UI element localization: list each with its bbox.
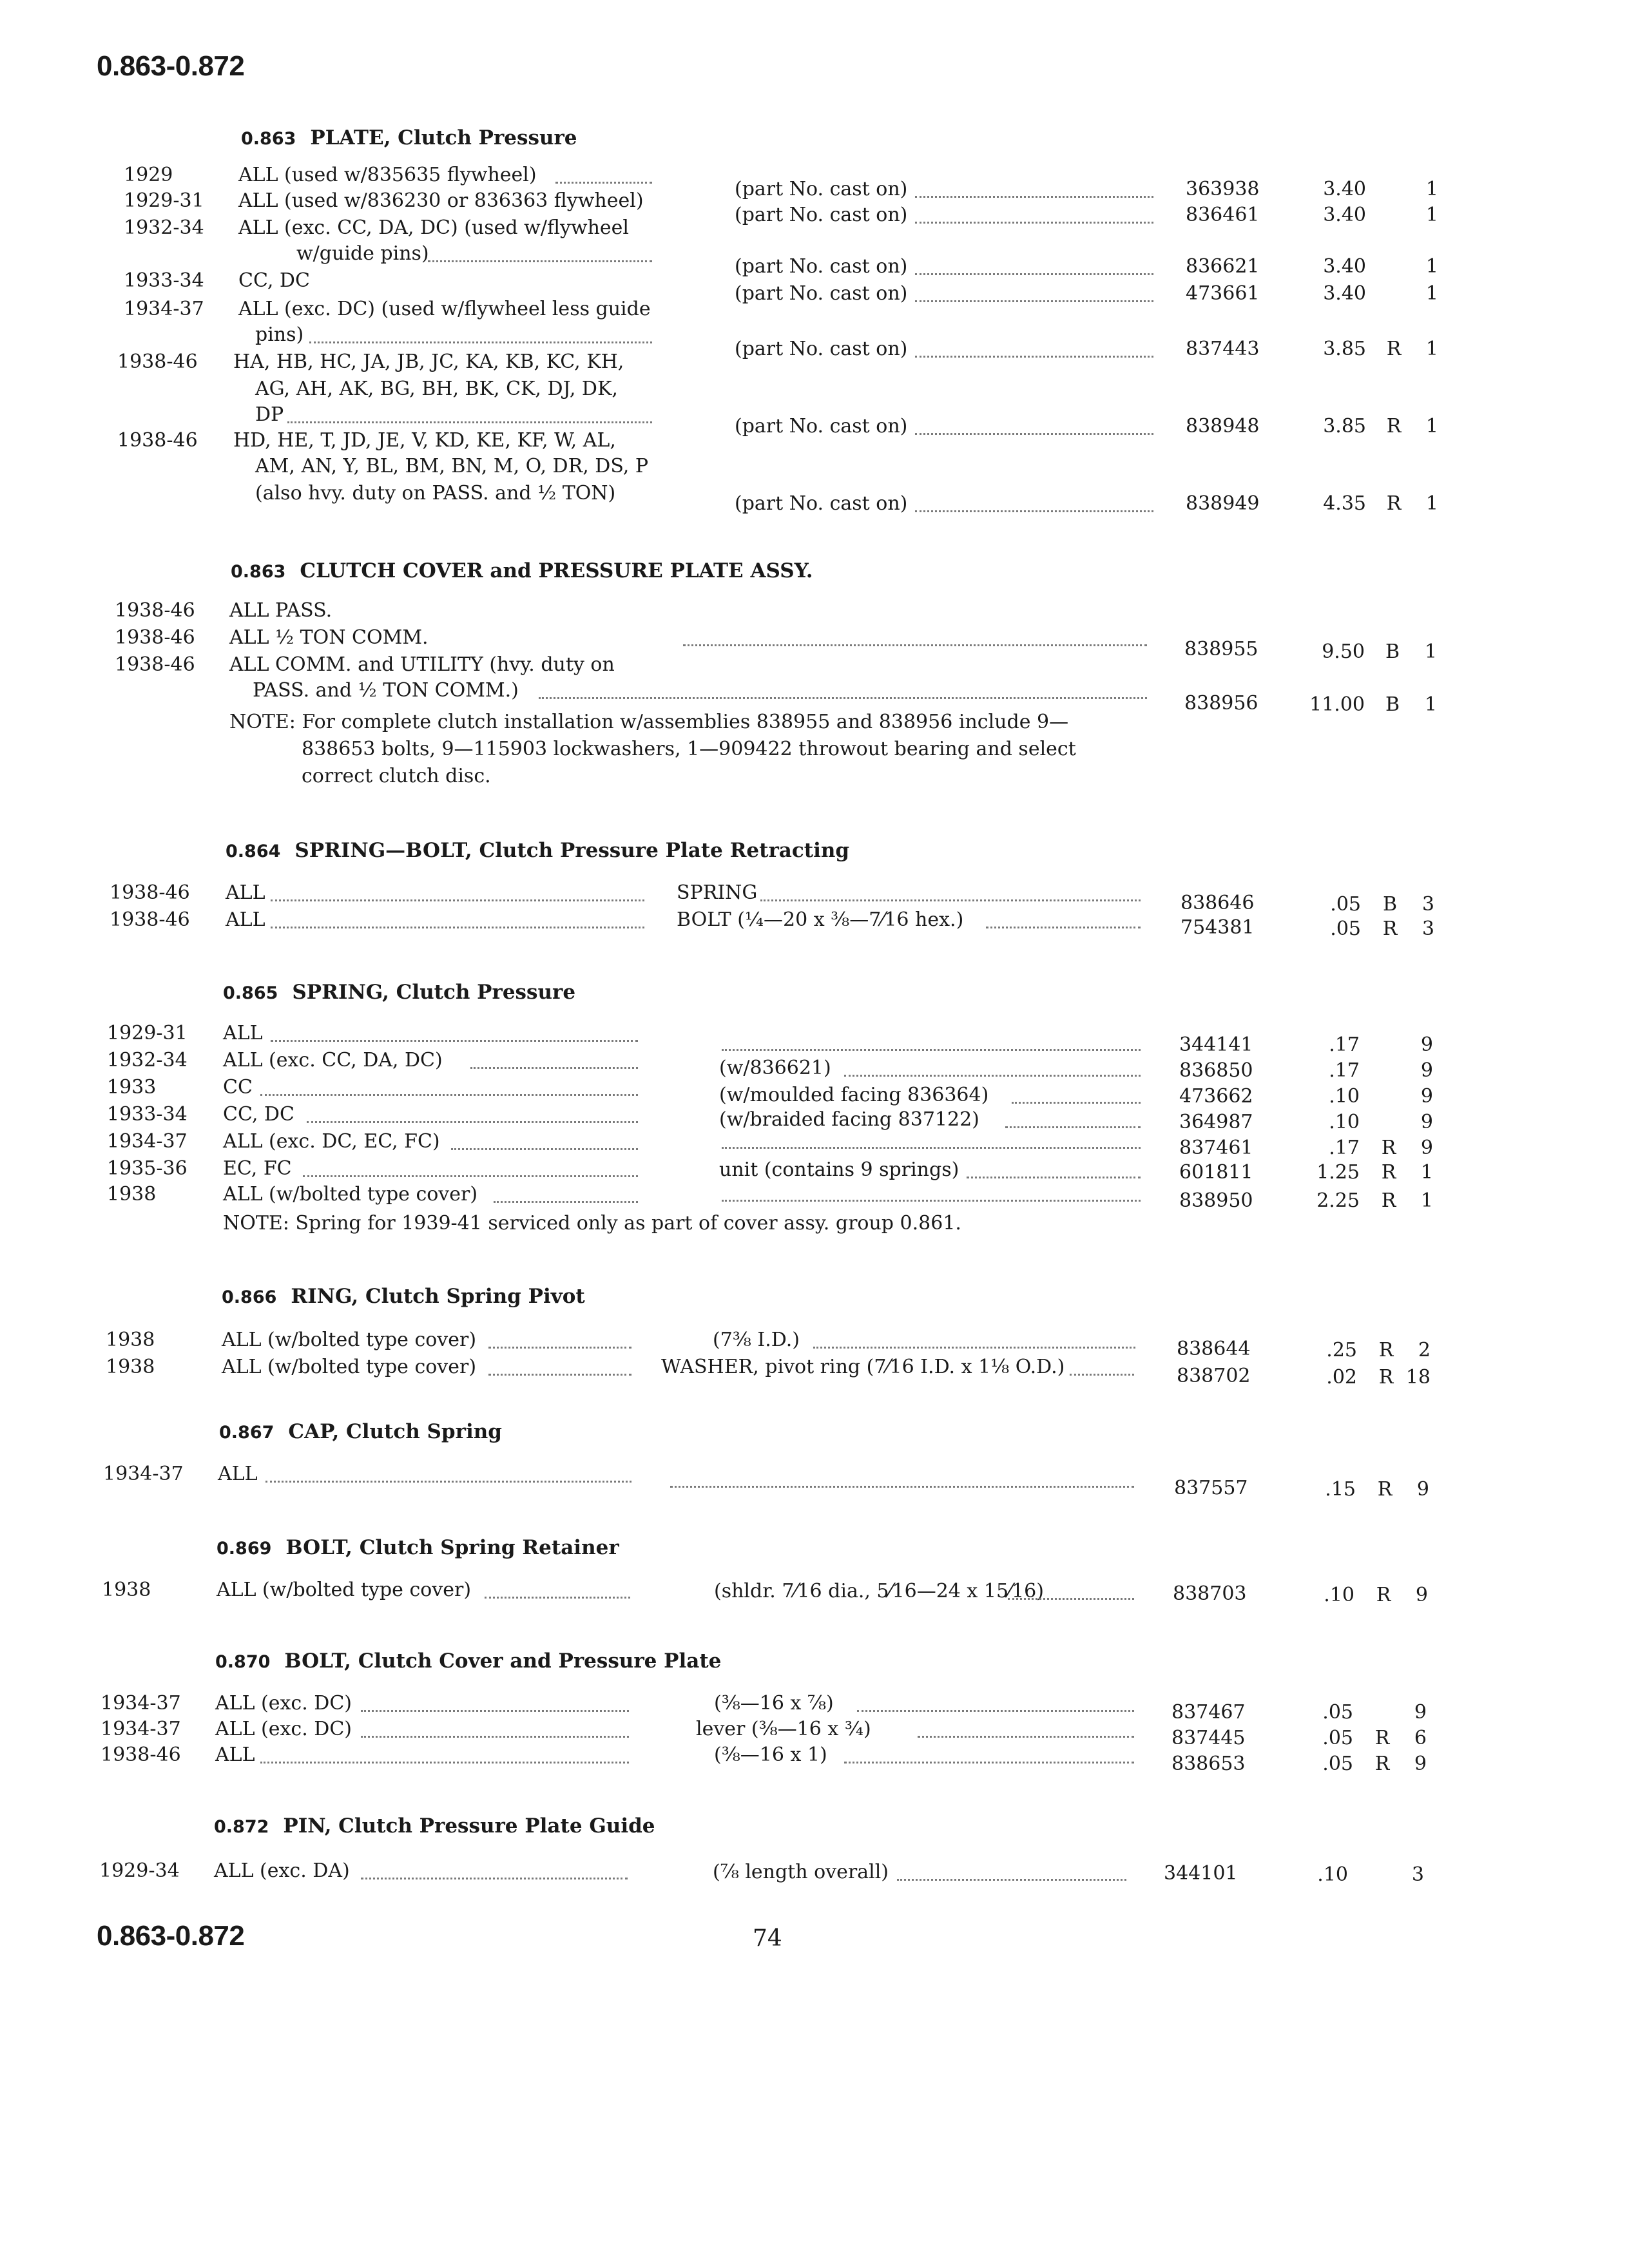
model-list: EC, FC — [223, 1157, 292, 1180]
leader-dots — [915, 196, 1153, 198]
section-number: 0.864 — [226, 841, 281, 861]
page-header-code: 0.863-0.872 — [97, 50, 245, 82]
quantity: 1 — [1420, 1161, 1433, 1184]
part-number: 836621 — [1186, 255, 1260, 278]
quantity: 9 — [1420, 1137, 1433, 1159]
note: NOTE: Spring for 1939-41 serviced only as part of cover assy. group 0.861. — [223, 1212, 961, 1235]
leader-dots — [897, 1879, 1126, 1881]
section-title-0869 — [217, 1536, 619, 1559]
quantity: 1 — [1425, 492, 1438, 515]
part-number: 363938 — [1186, 178, 1260, 200]
model-list-cont: DP — [255, 403, 284, 426]
model-list: ALL (w/bolted type cover) — [223, 1183, 478, 1206]
year-range: 1934-37 — [107, 1130, 188, 1153]
note-line: correct clutch disc. — [302, 765, 491, 787]
section-name: PLATE, Clutch Pressure — [310, 126, 577, 149]
model-list: ALL (w/bolted type cover) — [217, 1579, 472, 1601]
status-code: R — [1378, 1339, 1394, 1361]
status-code: B — [1385, 640, 1400, 663]
leader-dots — [494, 1201, 638, 1203]
price: .05 — [1322, 1727, 1353, 1749]
leader-dots — [307, 1121, 638, 1123]
part-number: 837557 — [1174, 1477, 1248, 1499]
year-range: 1938-46 — [110, 881, 190, 904]
note-line: NOTE: For complete clutch installation w/assemblies 838955 and 838956 include 9— — [229, 711, 1069, 733]
price: .17 — [1329, 1137, 1360, 1159]
model-list: ALL (w/bolted type cover) — [222, 1329, 477, 1351]
quantity: 1 — [1424, 693, 1437, 716]
leader-dots — [1005, 1126, 1141, 1128]
description: (part No. cast on) — [735, 178, 908, 200]
quantity: 9 — [1416, 1478, 1429, 1501]
price: .15 — [1325, 1478, 1356, 1501]
description: (w/moulded facing 836364) — [719, 1084, 989, 1106]
description: (part No. cast on) — [735, 415, 908, 437]
part-number: 838702 — [1177, 1365, 1251, 1387]
model-list: ALL (exc. DC) (used w/flywheel less guide — [238, 298, 651, 320]
year-range: 1934-37 — [101, 1692, 181, 1715]
quantity: 9 — [1414, 1701, 1427, 1724]
price: .05 — [1322, 1701, 1353, 1724]
year-range: 1929-31 — [107, 1022, 188, 1044]
price: .10 — [1317, 1863, 1348, 1886]
model-list: ALL (used w/835635 flywheel) — [238, 164, 537, 186]
part-number: 838653 — [1171, 1753, 1246, 1775]
section-number: 0.870 — [215, 1652, 271, 1672]
leader-dots — [915, 222, 1153, 224]
description: lever (⅜—16 x ¾) — [696, 1718, 871, 1740]
quantity: 1 — [1425, 255, 1438, 278]
page-footer-code: 0.863-0.872 — [97, 1920, 245, 1952]
leader-dots — [670, 1486, 1134, 1488]
leader-dots — [915, 273, 1153, 275]
year-range: 1938 — [107, 1183, 157, 1206]
status-code: B — [1385, 693, 1400, 716]
year-range: 1929 — [124, 164, 173, 186]
section-number: 0.863 — [231, 562, 286, 582]
year-range: 1938 — [106, 1329, 155, 1351]
section-number: 0.867 — [219, 1423, 275, 1443]
year-range: 1934-37 — [101, 1718, 181, 1740]
leader-dots — [361, 1710, 629, 1712]
section-title-0872 — [214, 1814, 655, 1838]
price: 3.40 — [1323, 282, 1366, 305]
model-list-cont: AG, AH, AK, BG, BH, BK, CK, DJ, DK, — [255, 378, 618, 400]
part-number: 838955 — [1184, 638, 1258, 660]
part-number: 837461 — [1179, 1137, 1253, 1159]
leader-dots — [722, 1147, 1141, 1149]
model-list: ALL — [226, 881, 265, 904]
year-range: 1932-34 — [107, 1049, 188, 1072]
section-name: BOLT, Clutch Spring Retainer — [285, 1536, 619, 1559]
model-list-cont: w/guide pins) — [296, 242, 429, 265]
model-list: ALL — [223, 1022, 263, 1044]
model-list: ALL — [226, 908, 265, 931]
quantity: 9 — [1420, 1059, 1433, 1082]
leader-dots — [287, 421, 652, 423]
leader-dots — [844, 1762, 1134, 1763]
section-number: 0.872 — [214, 1817, 269, 1837]
description: (part No. cast on) — [735, 338, 908, 360]
section-title-0867 — [219, 1420, 502, 1443]
section-number: 0.863 — [241, 129, 296, 149]
model-list: ALL ½ TON COMM. — [229, 626, 429, 649]
part-number: 838956 — [1184, 692, 1258, 715]
model-list: ALL — [215, 1744, 255, 1766]
quantity: 1 — [1425, 204, 1438, 226]
leader-dots — [918, 1736, 1134, 1738]
status-code: R — [1374, 1753, 1390, 1775]
model-list: CC, DC — [223, 1103, 294, 1126]
description: (7⅜ I.D.) — [713, 1329, 800, 1351]
quantity: 6 — [1414, 1727, 1427, 1749]
status-code: R — [1377, 1478, 1393, 1501]
year-range: 1932-34 — [124, 216, 204, 239]
description: (w/836621) — [719, 1057, 831, 1079]
part-number: 473662 — [1179, 1085, 1253, 1108]
status-code: B — [1382, 893, 1398, 916]
part-number: 364987 — [1179, 1111, 1253, 1133]
leader-dots — [915, 356, 1153, 358]
year-range: 1934-37 — [124, 298, 204, 320]
quantity: 1 — [1420, 1189, 1433, 1212]
leader-dots — [539, 697, 1147, 699]
price: 1.25 — [1316, 1161, 1360, 1184]
section-title-0865 — [223, 981, 575, 1004]
description: (shldr. 7⁄16 dia., 5⁄16—24 x 15⁄16) — [714, 1580, 1044, 1602]
price: 4.35 — [1323, 492, 1366, 515]
leader-dots — [303, 1175, 638, 1177]
leader-dots — [271, 899, 644, 901]
quantity: 1 — [1425, 282, 1438, 305]
leader-dots — [722, 1049, 1141, 1051]
part-number: 837443 — [1186, 338, 1260, 360]
year-range: 1933-34 — [124, 269, 204, 292]
model-list-cont: (also hvy. duty on PASS. and ½ TON) — [255, 482, 616, 505]
price: .05 — [1330, 918, 1361, 940]
year-range: 1938 — [106, 1356, 155, 1378]
section-name: CAP, Clutch Spring — [288, 1420, 502, 1443]
quantity: 18 — [1405, 1366, 1431, 1389]
quantity: 9 — [1420, 1085, 1433, 1108]
status-code: R — [1386, 338, 1402, 360]
model-list: ALL (exc. CC, DA, DC) (used w/flywheel — [238, 216, 630, 239]
leader-dots — [428, 260, 652, 262]
leader-dots — [555, 182, 652, 184]
quantity: 3 — [1422, 893, 1434, 916]
leader-dots — [760, 899, 1141, 901]
leader-dots — [488, 1347, 631, 1349]
quantity: 1 — [1425, 415, 1438, 437]
model-list: ALL (exc. DC) — [215, 1718, 352, 1740]
price: .02 — [1326, 1366, 1357, 1389]
leader-dots — [488, 1374, 631, 1376]
section-number: 0.869 — [217, 1539, 272, 1559]
model-list: ALL — [218, 1463, 258, 1485]
leader-dots — [915, 433, 1153, 435]
year-range: 1933-34 — [107, 1103, 188, 1126]
description: (part No. cast on) — [735, 204, 908, 226]
description: SPRING — [677, 881, 758, 904]
part-number: 838949 — [1186, 492, 1260, 515]
section-name: PIN, Clutch Pressure Plate Guide — [283, 1814, 655, 1838]
part-number: 838950 — [1179, 1189, 1253, 1212]
quantity: 9 — [1420, 1111, 1433, 1133]
status-code: R — [1376, 1584, 1391, 1606]
note — [229, 709, 1076, 790]
leader-dots — [271, 927, 644, 928]
leader-dots — [915, 300, 1153, 302]
leader-dots — [683, 644, 1147, 646]
section-name: SPRING—BOLT, Clutch Pressure Plate Retracting — [294, 839, 850, 862]
part-number: 836850 — [1179, 1059, 1253, 1082]
part-number: 838948 — [1186, 415, 1260, 437]
year-range: 1933 — [107, 1076, 157, 1099]
leader-dots — [915, 510, 1153, 512]
leader-dots — [485, 1597, 630, 1599]
leader-dots — [813, 1347, 1135, 1349]
price: 3.40 — [1323, 178, 1366, 200]
leader-dots — [1070, 1374, 1134, 1376]
page-number: 74 — [753, 1925, 782, 1952]
description: (part No. cast on) — [735, 255, 908, 278]
part-number: 473661 — [1186, 282, 1260, 305]
description: (⅜—16 x ⅞) — [714, 1692, 834, 1715]
section-name: RING, Clutch Spring Pivot — [291, 1285, 585, 1308]
quantity: 1 — [1425, 338, 1438, 360]
section-title-0864 — [226, 839, 849, 862]
quantity: 9 — [1420, 1033, 1433, 1056]
leader-dots — [361, 1736, 629, 1738]
leader-dots — [1012, 1102, 1141, 1104]
price: .10 — [1329, 1085, 1360, 1108]
price: .10 — [1324, 1584, 1354, 1606]
year-range: 1938-46 — [115, 626, 195, 649]
model-list: ALL (exc. CC, DA, DC) — [223, 1049, 443, 1072]
section-name: SPRING, Clutch Pressure — [292, 981, 576, 1004]
price: .10 — [1329, 1111, 1360, 1133]
status-code: R — [1374, 1727, 1390, 1749]
model-list: ALL (exc. DC, EC, FC) — [223, 1130, 440, 1153]
leader-dots — [986, 927, 1141, 928]
model-list: ALL (w/bolted type cover) — [222, 1356, 477, 1378]
part-number: 754381 — [1181, 916, 1255, 939]
price: .05 — [1330, 893, 1361, 916]
description: WASHER, pivot ring (7⁄16 I.D. x 1⅛ O.D.) — [661, 1356, 1065, 1378]
model-list-cont: pins) — [255, 323, 304, 346]
quantity: 9 — [1414, 1753, 1427, 1775]
status-code: R — [1378, 1366, 1394, 1389]
status-code: R — [1381, 1189, 1396, 1212]
section-name: BOLT, Clutch Cover and Pressure Plate — [284, 1649, 722, 1673]
year-range: 1938-46 — [115, 599, 195, 622]
model-list: CC — [223, 1076, 253, 1099]
year-range: 1929-31 — [124, 189, 204, 212]
description: unit (contains 9 springs) — [719, 1158, 959, 1181]
part-number: 837467 — [1171, 1701, 1246, 1724]
quantity: 1 — [1424, 640, 1437, 663]
status-code: R — [1382, 918, 1398, 940]
leader-dots — [265, 1481, 631, 1483]
section-title-0863-plate — [241, 126, 577, 149]
price: 2.25 — [1316, 1189, 1360, 1212]
price: .05 — [1322, 1753, 1353, 1775]
quantity: 9 — [1415, 1584, 1428, 1606]
section-number: 0.865 — [223, 983, 278, 1003]
price: 3.85 — [1323, 338, 1366, 360]
model-list: HA, HB, HC, JA, JB, JC, KA, KB, KC, KH, — [233, 351, 624, 373]
leader-dots — [857, 1710, 1134, 1712]
leader-dots — [722, 1200, 1141, 1202]
year-range: 1938-46 — [117, 429, 198, 452]
note-line: 838653 bolts, 9—115903 lockwashers, 1—909422 throwout bearing and select — [302, 738, 1076, 760]
leader-dots — [451, 1148, 638, 1150]
year-range: 1938-46 — [117, 351, 198, 373]
part-number: 838703 — [1173, 1582, 1247, 1605]
model-list: ALL COMM. and UTILITY (hvy. duty on — [229, 653, 615, 676]
price: 3.40 — [1323, 255, 1366, 278]
price: .17 — [1329, 1059, 1360, 1082]
leader-dots — [309, 341, 652, 343]
description: BOLT (¼—20 x ⅜—7⁄16 hex.) — [677, 908, 964, 931]
quantity: 1 — [1425, 178, 1438, 200]
description: (part No. cast on) — [735, 492, 908, 515]
model-list: HD, HE, T, JD, JE, V, KD, KE, KF, W, AL, — [233, 429, 616, 452]
leader-dots — [1008, 1598, 1134, 1600]
leader-dots — [260, 1094, 638, 1096]
year-range: 1938-46 — [101, 1744, 181, 1766]
quantity: 2 — [1418, 1339, 1431, 1361]
model-list: ALL (exc. DC) — [215, 1692, 352, 1715]
part-number: 344101 — [1164, 1862, 1238, 1885]
model-list: ALL PASS. — [229, 599, 333, 622]
leader-dots — [967, 1177, 1141, 1178]
part-number: 837445 — [1171, 1727, 1246, 1749]
section-title-0870 — [215, 1649, 721, 1673]
description: (part No. cast on) — [735, 282, 908, 305]
model-list: ALL (exc. DA) — [214, 1860, 350, 1882]
model-list-cont: AM, AN, Y, BL, BM, BN, M, O, DR, DS, P — [255, 455, 649, 477]
section-title-0863-assy — [231, 559, 813, 582]
leader-dots — [470, 1067, 638, 1069]
status-code: R — [1386, 415, 1402, 437]
status-code: R — [1381, 1137, 1396, 1159]
price: 9.50 — [1322, 640, 1365, 663]
year-range: 1935-36 — [107, 1157, 188, 1180]
quantity: 3 — [1422, 918, 1434, 940]
part-number: 601811 — [1179, 1161, 1253, 1184]
section-number: 0.866 — [222, 1287, 277, 1307]
year-range: 1934-37 — [103, 1463, 184, 1485]
leader-dots — [361, 1878, 628, 1879]
quantity: 3 — [1411, 1863, 1424, 1886]
leader-dots — [260, 1762, 629, 1763]
description: (⅞ length overall) — [713, 1861, 889, 1883]
year-range: 1938 — [102, 1579, 151, 1601]
description: (w/braided facing 837122) — [719, 1108, 979, 1131]
part-number: 836461 — [1186, 204, 1260, 226]
year-range: 1938-46 — [115, 653, 195, 676]
status-code: R — [1386, 492, 1402, 515]
leader-dots — [844, 1075, 1141, 1077]
part-number: 838644 — [1177, 1338, 1251, 1360]
price: 3.85 — [1323, 415, 1366, 437]
part-number: 838646 — [1181, 892, 1255, 914]
year-range: 1929-34 — [99, 1860, 180, 1882]
leader-dots — [271, 1040, 638, 1042]
status-code: R — [1381, 1161, 1396, 1184]
description: (⅜—16 x 1) — [714, 1744, 827, 1766]
part-number: 344141 — [1179, 1033, 1253, 1056]
model-list-cont: PASS. and ½ TON COMM.) — [253, 679, 519, 702]
model-list: ALL (used w/836230 or 836363 flywheel) — [238, 189, 644, 212]
price: 3.40 — [1323, 204, 1366, 226]
price: .25 — [1326, 1339, 1357, 1361]
section-name: CLUTCH COVER and PRESSURE PLATE ASSY. — [300, 559, 813, 582]
price: 11.00 — [1309, 693, 1365, 716]
model-list: CC, DC — [238, 269, 310, 292]
price: .17 — [1329, 1033, 1360, 1056]
year-range: 1938-46 — [110, 908, 190, 931]
section-title-0866 — [222, 1285, 585, 1308]
